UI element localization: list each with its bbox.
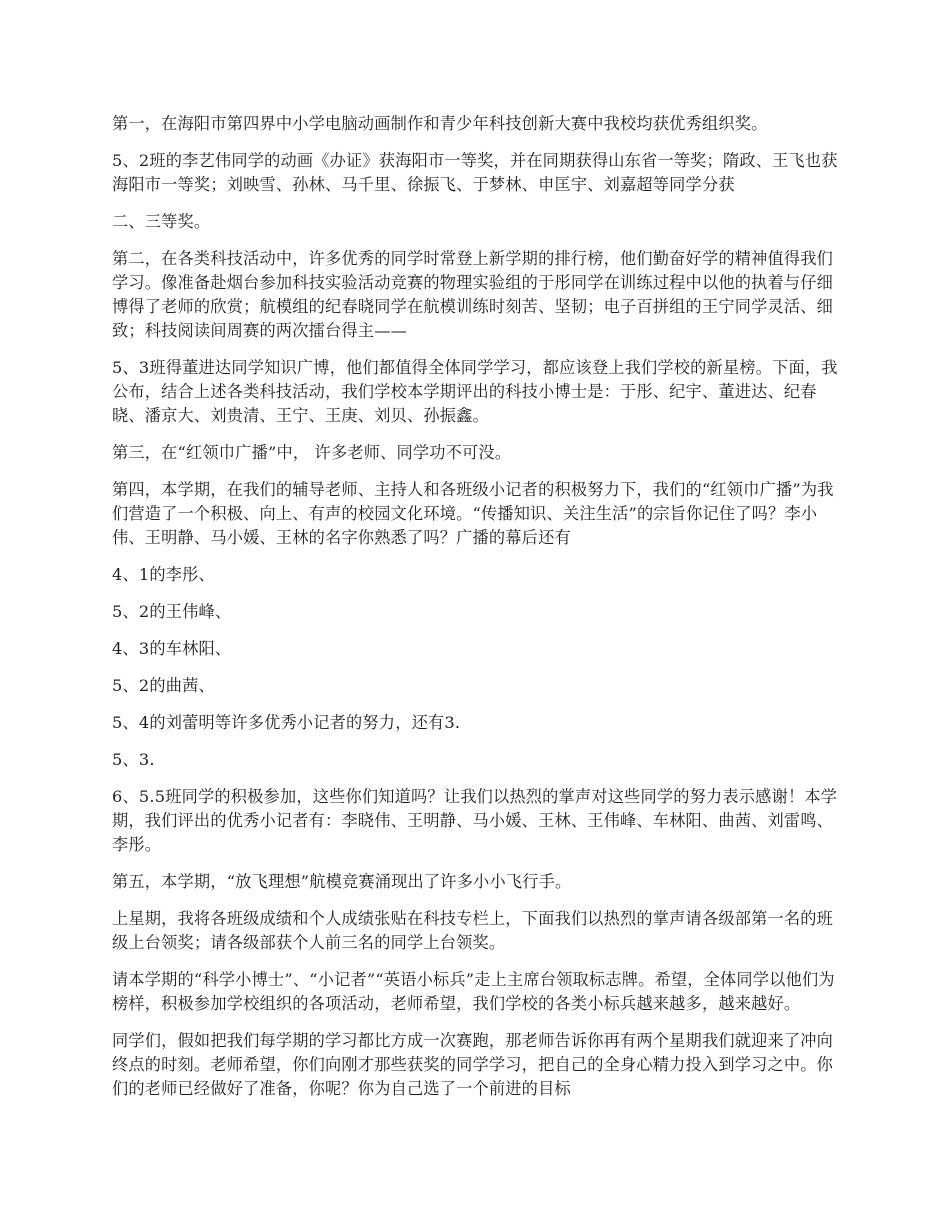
paragraph-2: 5、2班的李艺伟同学的动画《办证》获海阳市一等奖，并在同期获得山东省一等奖；隋政、王飞也获海阳市一等奖；刘映雪、孙林、马千里、徐振飞、于梦林、申匡宇、刘嘉超等同学分获 xyxy=(112,151,838,194)
paragraph-3: 二、三等奖。 xyxy=(112,212,211,231)
paragraph-8: 4、1的李彤、 xyxy=(112,565,215,584)
paragraph-10: 4、3的车林阳、 xyxy=(112,639,232,658)
paragraph-11: 5、2的曲茜、 xyxy=(112,676,215,695)
paragraph-4: 第二，在各类科技活动中，许多优秀的同学时常登上新学期的排行榜，他们勤奋好学的精神值得我们学习。像准备赴烟台参加科技实验活动竞赛的物理实验组的于彤同学在训练过程中以他的执着与仔细博得了老师的欣赏；航模组的纪春晓同学在航模训练时刻苦、坚韧；电子百拼组的王宁同学灵活、细致；科技阅读间周赛的两次擂台得主—— xyxy=(112,249,834,340)
paragraph-1: 第一，在海阳市第四界中小学电脑动画制作和青少年科技创新大赛中我校均获优秀组织奖。 xyxy=(112,114,768,133)
paragraph-14: 6、5.5班同学的积极参加，这些你们知道吗？让我们以热烈的掌声对这些同学的努力表示感谢！本学期，我们评出的优秀小记者有：李晓伟、王明静、马小媛、王林、王伟峰、车林阳、曲茜、刘雷鸣、李彤。 xyxy=(112,787,838,854)
paragraph-15: 第五，本学期，“放飞理想”航模竞赛涌现出了许多小小飞行手。 xyxy=(112,872,572,891)
paragraph-5: 5、3班得董进达同学知识广博，他们都值得全体同学学习，都应该登上我们学校的新星榜。下面，我公布，结合上述各类科技活动，我们学校本学期评出的科技小博士是：于彤、纪宇、董进达、纪春晓、潘京大、刘贵清、王宁、王庚、刘贝、孙振鑫。 xyxy=(112,358,838,425)
paragraph-16: 上星期，我将各班级成绩和个人成绩张贴在科技专栏上，下面我们以热烈的掌声请各级部第一名的班级上台领奖；请各级部获个人前三名的同学上台领奖。 xyxy=(112,909,834,952)
paragraph-9: 5、2的王伟峰、 xyxy=(112,602,232,621)
paragraph-18: 同学们，假如把我们每学期的学习都比方成一次赛跑，那老师告诉你再有两个星期我们就迎来了冲向终点的时刻。老师希望，你们向刚才那些获奖的同学学习，把自己的全身心精力投入到学习之中。你们的老师已经做好了准备，你呢？你为自己选了一个前进的目标 xyxy=(112,1031,834,1098)
paragraph-13: 5、3. xyxy=(112,750,155,769)
paragraph-17: 请本学期的“科学小博士”、“小记者”“英语小标兵”走上主席台领取标志牌。希望，全体同学以他们为榜样，积极参加学校组织的各项活动，老师希望，我们学校的各类小标兵越来越多，越来越好。 xyxy=(112,970,835,1013)
paragraph-12: 5、4的刘蕾明等许多优秀小记者的努力，还有3. xyxy=(112,713,461,732)
paragraph-6: 第三，在“红领巾广播”中， 许多老师、同学功不可没。 xyxy=(112,443,512,462)
paragraph-7: 第四，本学期，在我们的辅导老师、主持人和各班级小记者的积极努力下，我们的“红领巾广播”为我们营造了一个积极、向上、有声的校园文化环境。“传播知识、关注生活”的宗旨你记住了吗？李小伟、王明静、马小媛、王林的名字你熟悉了吗？广播的幕后还有 xyxy=(112,480,834,547)
